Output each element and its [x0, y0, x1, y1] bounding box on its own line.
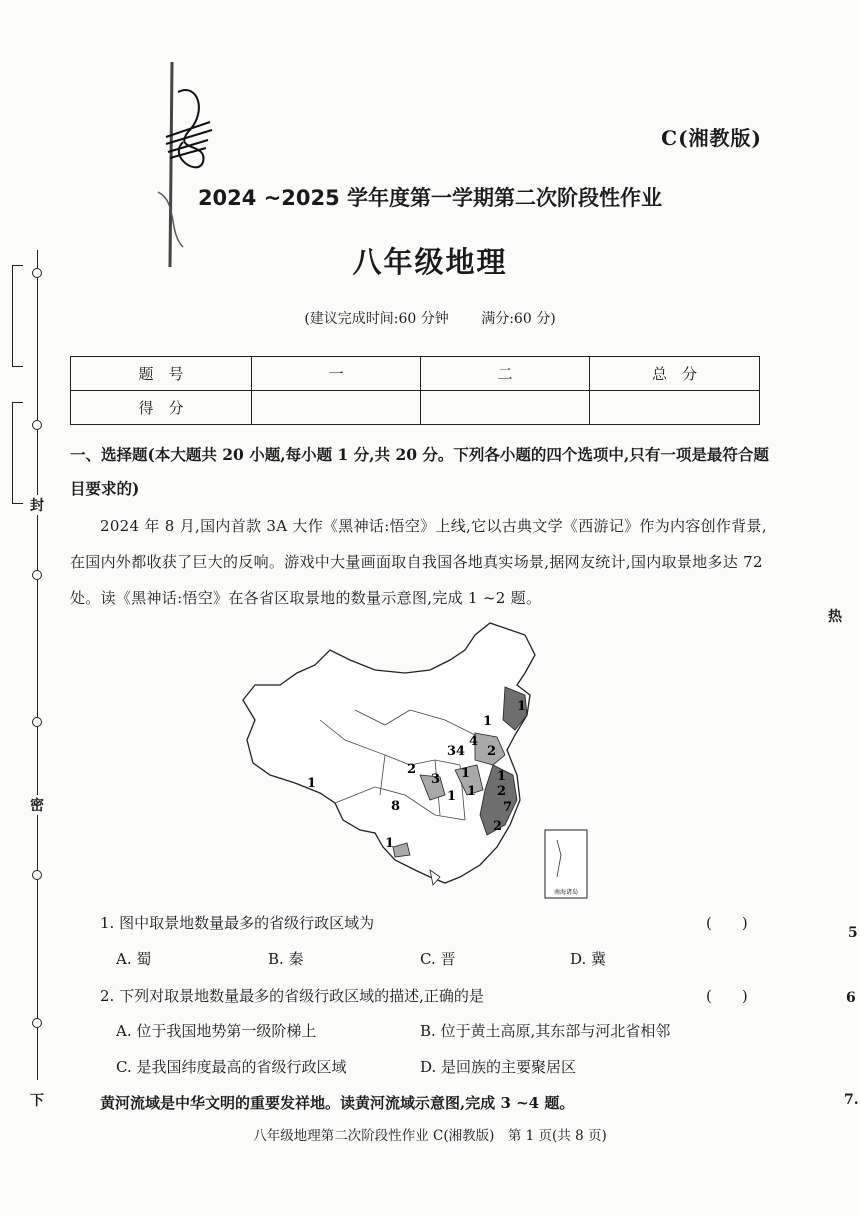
question-2-answer-blank[interactable]: ( ) — [706, 987, 748, 1005]
map-label: 2 — [487, 744, 497, 759]
question-1-option-b[interactable]: B. 秦 — [268, 950, 304, 968]
suggested-time: (建议完成时间:60 分钟 — [304, 311, 449, 327]
binding-char-mi: 密 — [30, 795, 44, 815]
map-inset-caption: 南海诸岛 — [553, 889, 579, 896]
section-heading: 一、选择题(本大题共 20 小题,每小题 1 分,共 20 分。下列各小题的四个选项中,只有一项是最符合题目要求的) — [70, 445, 769, 498]
score-row-label: 得 分 — [71, 391, 252, 425]
score-header-number: 题 号 — [71, 357, 252, 391]
exam-meta — [0, 308, 860, 328]
score-cell-part1[interactable] — [252, 391, 421, 425]
map-label: 1 — [447, 789, 457, 804]
score-header-part1: 一 — [252, 357, 421, 391]
map-label: 3 — [431, 772, 441, 787]
question-2-option-b[interactable]: B. 位于黄土高原,其东部与河北省相邻 — [420, 1022, 671, 1040]
map-label: 4 — [469, 734, 479, 749]
binding-circle — [32, 420, 42, 430]
passage-wukong: 2024 年 8 月,国内首款 3A 大作《黑神话:悟空》上线,它以古典文学《西游记》作为内容创作背景,在国内外都收获了巨大的反响。游戏中大量画面取自我国各地真实场景,据网友统计,国内取景地多达 72 处。读《黑神话:悟空》在各省区取景地的数量示意图,完成 1 ~2 题。 — [70, 517, 767, 607]
score-cell-part2[interactable] — [421, 391, 590, 425]
exam-title: 2024 ~2025 学年度第一学期第二次阶段性作业 — [197, 186, 663, 210]
binding-circle — [32, 570, 42, 580]
question-1-option-a[interactable]: A. 蜀 — [116, 950, 152, 968]
map-label: 1 — [385, 836, 395, 851]
china-map — [235, 615, 595, 905]
question-1-stem: 1. 图中取景地数量最多的省级行政区域为 — [100, 914, 375, 932]
binding-line — [37, 250, 38, 1080]
question-2-option-c[interactable]: C. 是我国纬度最高的省级行政区域 — [116, 1058, 347, 1076]
map-label: 7 — [503, 800, 513, 815]
binding-char-feng: 封 — [30, 495, 44, 515]
map-label: 1 — [497, 769, 507, 784]
question-2-option-a[interactable]: A. 位于我国地势第一级阶梯上 — [116, 1022, 317, 1040]
question-1-option-c[interactable]: C. 晋 — [420, 950, 456, 968]
map-label: 2 — [497, 784, 507, 799]
score-table — [70, 356, 760, 425]
binding-circle — [32, 1018, 42, 1028]
question-1-option-d[interactable]: D. 冀 — [570, 950, 607, 968]
edge-fragment: 5 — [848, 925, 858, 941]
score-header-part2: 二 — [421, 357, 590, 391]
map-label: 1 — [467, 784, 477, 799]
edge-fragment: 6 — [846, 990, 856, 1006]
edge-fragment: 7. — [844, 1092, 859, 1108]
full-score: 满分:60 分) — [481, 311, 556, 327]
map-label: 34 — [447, 744, 466, 759]
map-label: 8 — [391, 799, 401, 814]
map-label: 2 — [493, 819, 503, 834]
passage-yellow-river: 黄河流域是中华文明的重要发祥地。读黄河流域示意图,完成 3 ~4 题。 — [100, 1094, 575, 1112]
question-1-answer-blank[interactable]: ( ) — [706, 914, 748, 932]
score-header-total: 总 分 — [590, 357, 760, 391]
binding-bracket — [12, 402, 23, 504]
score-cell-total[interactable] — [590, 391, 760, 425]
question-2-option-d[interactable]: D. 是回族的主要聚居区 — [420, 1058, 577, 1076]
map-label: 1 — [517, 699, 527, 714]
edge-fragment: 热 — [828, 609, 842, 625]
edition-label: C(湘教版) — [661, 126, 762, 150]
map-label: 1 — [483, 714, 493, 729]
binding-circle — [32, 717, 42, 727]
subject-title: 八年级地理 — [352, 245, 508, 279]
map-label: 1 — [307, 776, 317, 791]
binding-char-xia: 下 — [30, 1090, 44, 1110]
binding-circle — [32, 870, 42, 880]
map-label: 2 — [407, 762, 417, 777]
page-footer: 八年级地理第二次阶段性作业 C(湘教版) 第 1 页(共 8 页) — [253, 1128, 607, 1144]
question-2-stem: 2. 下列对取景地数量最多的省级行政区域的描述,正确的是 — [100, 987, 484, 1005]
map-label: 1 — [461, 766, 471, 781]
